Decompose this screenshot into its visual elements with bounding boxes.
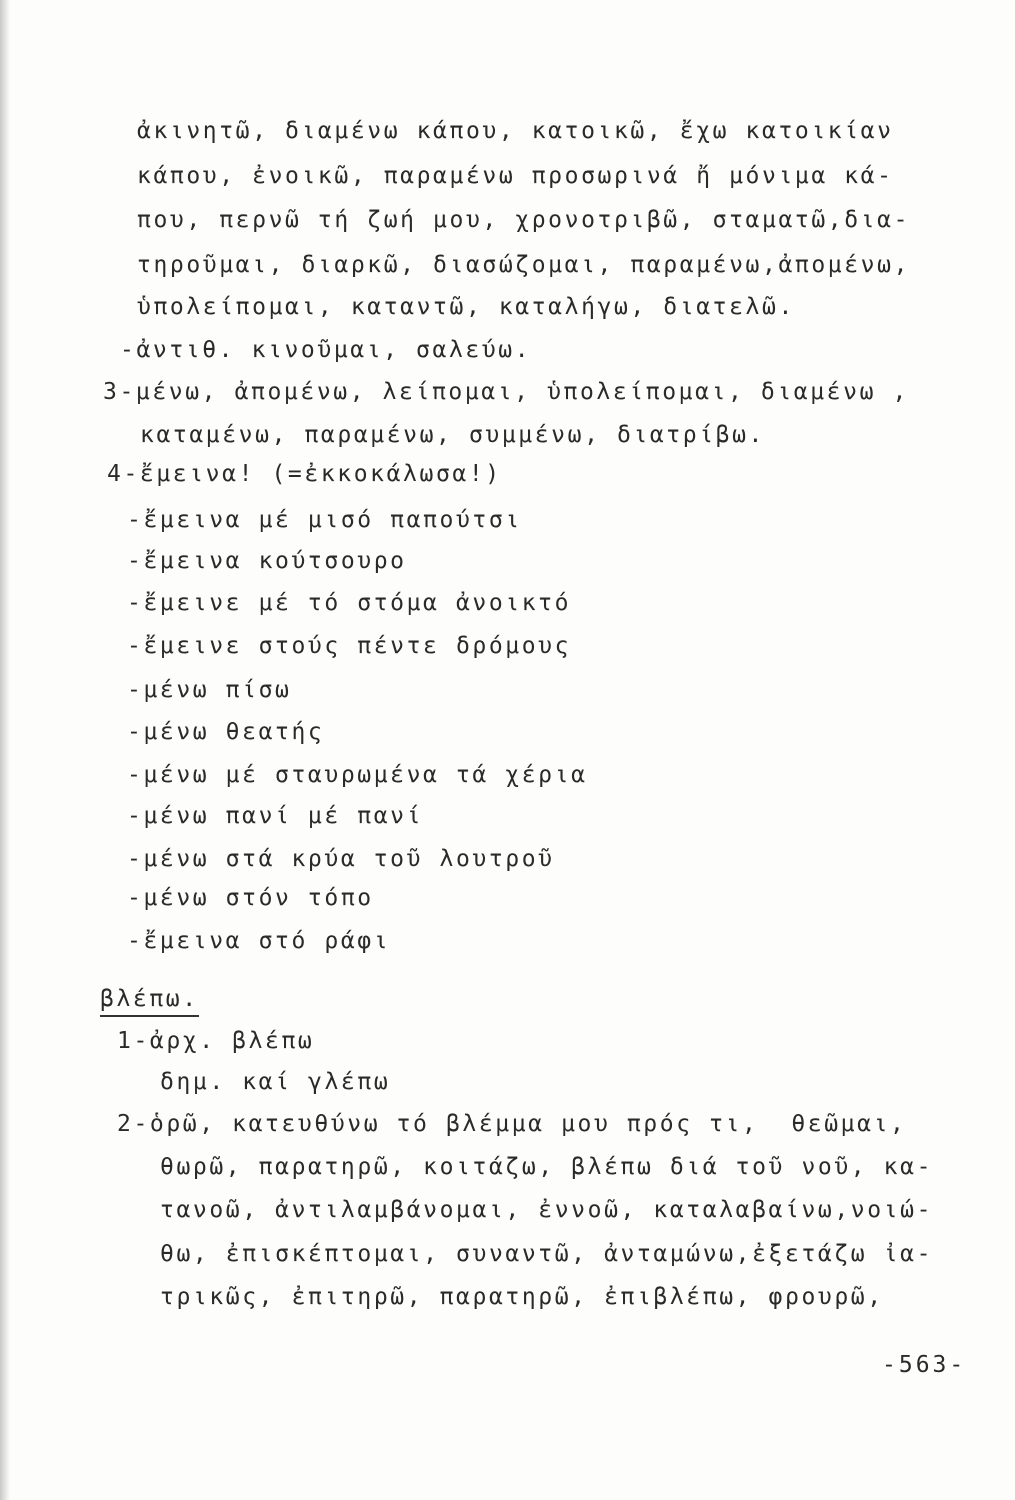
idiom-line: -μένω πανί μέ πανί xyxy=(127,803,424,829)
page-edge-shadow xyxy=(0,0,10,1500)
text-line: τρικῶς, ἐπιτηρῶ, παρατηρῶ, ἐπιβλέπω, φρουρῶ, xyxy=(160,1284,884,1310)
idiom-line: -ἔμεινα κούτσουρο xyxy=(127,548,407,574)
idiom-line: -μένω πίσω xyxy=(127,677,292,703)
text-line: που, περνῶ τή ζωή μου, χρονοτριβῶ, σταματῶ,δια- xyxy=(137,207,911,233)
text-line: δημ. καί γλέπω xyxy=(160,1069,391,1095)
page-number: -563- xyxy=(882,1352,967,1378)
text-line: 1-ἀρχ. βλέπω xyxy=(117,1028,315,1054)
idiom-line: -μένω στά κρύα τοῦ λουτροῦ xyxy=(127,846,555,872)
text-line: 2-ὁρῶ, κατευθύνω τό βλέμμα μου πρός τι, θεῶμαι, xyxy=(117,1111,907,1137)
entry-heading: βλέπω. xyxy=(100,985,199,1017)
text-line: θω, ἐπισκέπτομαι, συναντῶ, ἀνταμώνω,ἐξετάζω ἰα- xyxy=(160,1241,934,1267)
text-line: -ἀντιθ. κινοῦμαι, σαλεύω. xyxy=(120,337,532,363)
text-line: καταμένω, παραμένω, συμμένω, διατρίβω. xyxy=(140,422,765,448)
idiom-line: -μένω θεατής xyxy=(127,719,325,745)
text-line: τανοῶ, ἀντιλαμβάνομαι, ἐννοῶ, καταλαβαίνω,νοιώ- xyxy=(160,1197,934,1223)
text-line: 3-μένω, ἀπομένω, λείπομαι, ὑπολείπομαι, διαμένω , xyxy=(103,379,909,405)
text-line: κάπου, ἐνοικῶ, παραμένω προσωρινά ἤ μόνιμα κά- xyxy=(137,163,894,189)
text-line: ὑπολείπομαι, καταντῶ, καταλήγω, διατελῶ. xyxy=(137,294,795,320)
text-line: τηροῦμαι, διαρκῶ, διασώζομαι, παραμένω,ἀπομένω, xyxy=(137,252,911,278)
idiom-line: -ἔμεινε στούς πέντε δρόμους xyxy=(127,633,572,659)
idiom-line: -μένω στόν τόπο xyxy=(127,885,374,911)
text-line: θωρῶ, παρατηρῶ, κοιτάζω, βλέπω διά τοῦ νοῦ, κα- xyxy=(160,1154,934,1180)
text-line: 4-ἔμεινα! (=ἐκκοκάλωσα!) xyxy=(107,461,502,487)
idiom-line: -ἔμεινα μέ μισό παπούτσι xyxy=(127,507,522,533)
idiom-line: -ἔμεινε μέ τό στόμα ἀνοικτό xyxy=(127,590,572,616)
idiom-line: -ἔμεινα στό ράφι xyxy=(127,928,391,954)
idiom-line: -μένω μέ σταυρωμένα τά χέρια xyxy=(127,762,588,788)
text-line: ἀκινητῶ, διαμένω κάπου, κατοικῶ, ἔχω κατοικίαν xyxy=(137,118,894,144)
